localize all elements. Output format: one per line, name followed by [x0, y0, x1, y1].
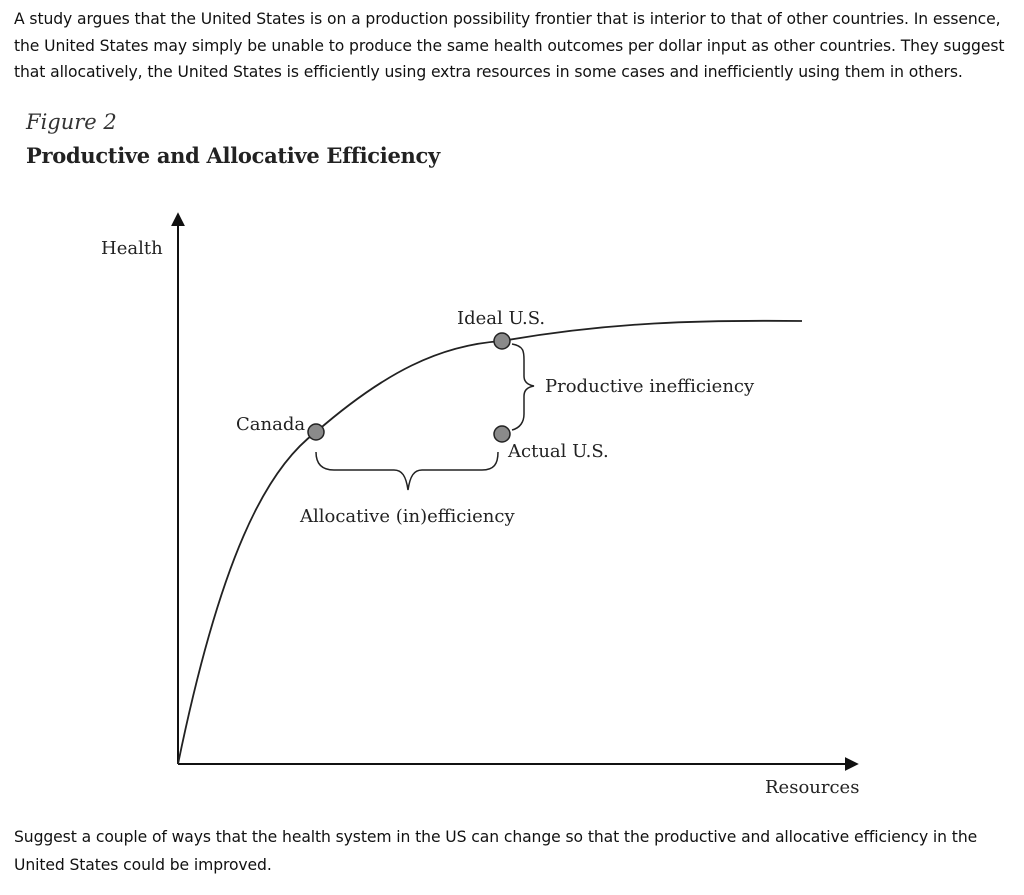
label-productive-inefficiency: Productive inefficiency: [545, 376, 755, 397]
label-canada: Canada: [236, 414, 306, 435]
label-allocative-inefficiency: Allocative (in)efficiency: [300, 506, 515, 527]
x-axis-label: Resources: [765, 777, 860, 798]
productive-brace: [512, 344, 534, 430]
point-actual-us: [494, 426, 510, 442]
intro-paragraph: A study argues that the United States is on a production possibility frontier that is interior to that of other countries. In essence, the United States may simply be unable to produce the same health outcomes per dollar input as other countries. They suggest that allocatively, the United States is efficiently using extra resources in some cases and inefficiently using them in others.: [14, 10, 1005, 81]
point-ideal-us: [494, 333, 510, 349]
question-paragraph: Suggest a couple of ways that the health system in the US can change so that the productive and allocative efficiency in the United States could be improved.: [14, 828, 978, 874]
figure-title: Productive and Allocative Efficiency: [26, 143, 440, 168]
label-actual-us: Actual U.S.: [508, 441, 609, 462]
point-canada: [308, 424, 324, 440]
figure-label: Figure 2: [26, 110, 117, 134]
label-ideal-us: Ideal U.S.: [457, 308, 546, 329]
allocative-brace: [316, 452, 498, 490]
y-axis-label: Health: [101, 238, 163, 259]
